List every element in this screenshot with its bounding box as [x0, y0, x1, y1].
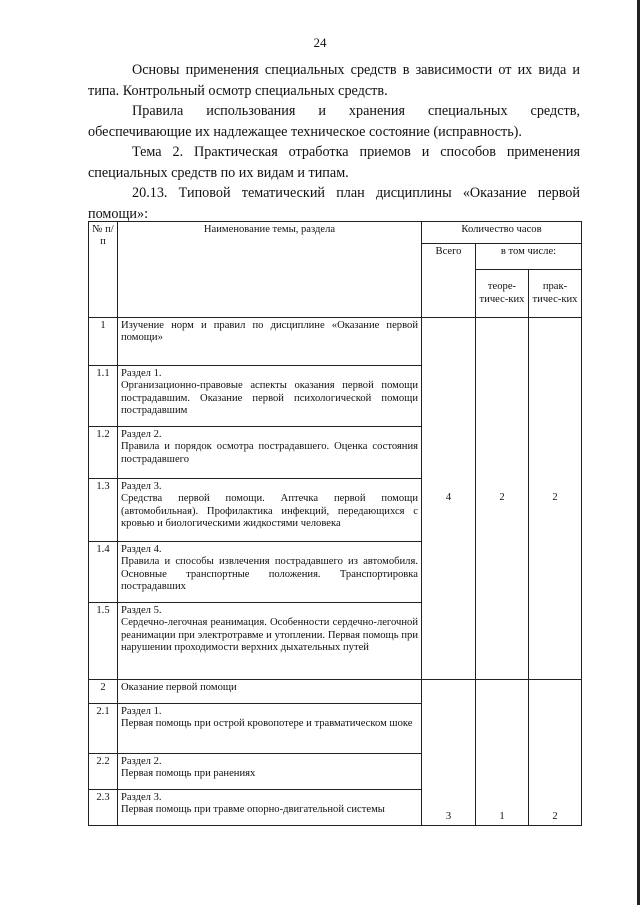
row-text: Первая помощь при острой кровопотере и травматическом шоке — [121, 718, 413, 730]
row-text: Оказание первой помощи — [121, 682, 237, 693]
row-text: Правила и порядок осмотра пострадавшего. Оценка состояния пострадавшего — [121, 441, 418, 465]
group1-total: 4 — [422, 318, 476, 680]
paragraph-4: 20.13. Типовой тематический план дисциплины «Оказание первой помощи»: — [88, 185, 580, 222]
row-text: Первая помощь при ранениях — [121, 768, 256, 780]
row-num: 2.1 — [89, 704, 118, 754]
row-num: 1.1 — [89, 366, 118, 427]
row-content — [118, 603, 422, 680]
row-content — [118, 366, 422, 427]
row-num: 1.4 — [89, 542, 118, 603]
table-row — [89, 318, 582, 366]
header-including: в том числе: — [476, 244, 582, 270]
row-title: Раздел 2. — [121, 429, 162, 440]
header-practice: прак-тичес-ких — [529, 270, 582, 318]
row-content — [118, 754, 422, 790]
paragraph-2: Правила использования и хранения специальных средств, обеспечивающие их надлежащее техническое состояние (исправность). — [88, 103, 580, 140]
row-content — [118, 790, 422, 826]
body-text — [88, 60, 580, 224]
header-name: Наименование темы, раздела — [118, 222, 422, 318]
row-content — [118, 318, 422, 366]
row-num: 1.2 — [89, 427, 118, 479]
header-theory: теоре-тичес-ких — [476, 270, 529, 318]
row-title: Раздел 5. — [121, 605, 162, 616]
row-title: Раздел 1. — [121, 706, 162, 717]
header-total: Всего — [422, 244, 476, 318]
row-content — [118, 704, 422, 754]
row-text: Организационно-правовые аспекты оказания первой помощи пострадавшим. Оказание первой психологической помощи пострадавшим — [121, 380, 418, 417]
row-title: Раздел 4. — [121, 544, 162, 555]
row-content — [118, 542, 422, 603]
row-text: Изучение норм и правил по дисциплине «Оказание первой помощи» — [121, 320, 418, 344]
row-num: 2.3 — [89, 790, 118, 826]
row-num: 1.5 — [89, 603, 118, 680]
row-content — [118, 427, 422, 479]
row-num: 1 — [89, 318, 118, 366]
paragraph-1: Основы применения специальных средств в зависимости от их вида и типа. Контрольный осмотр специальных средств. — [88, 62, 580, 99]
row-title: Раздел 1. — [121, 368, 162, 379]
row-text: Первая помощь при травме опорно-двигательной системы — [121, 804, 385, 816]
row-num: 2.2 — [89, 754, 118, 790]
row-title: Раздел 2. — [121, 756, 162, 767]
group1-theory: 2 — [476, 318, 529, 680]
paragraph-3: Тема 2. Практическая отработка приемов и способов применения специальных средств по их видам и типам. — [88, 144, 580, 181]
row-title: Раздел 3. — [121, 481, 162, 492]
row-text: Сердечно-легочная реанимация. Особенности сердечно-легочной реанимации при электротравме и утоплении. Первая помощь при нарушении проходимости верхних дыхательных путей — [121, 617, 418, 654]
page-number: 24 — [313, 35, 327, 50]
group2-theory: 1 — [476, 680, 529, 826]
row-text: Средства первой помощи. Аптечка первой помощи (автомобильная). Профилактика инфекций, передающихся с кровью и биологическими жидкостями человека — [121, 493, 418, 530]
row-title: Раздел 3. — [121, 792, 162, 803]
header-hours: Количество часов — [422, 222, 582, 244]
table-row — [89, 680, 582, 704]
thematic-plan-table — [88, 221, 582, 826]
header-num: № п/п — [89, 222, 118, 318]
row-num: 2 — [89, 680, 118, 704]
group2-total: 3 — [422, 680, 476, 826]
row-content — [118, 479, 422, 542]
row-num: 1.3 — [89, 479, 118, 542]
row-content — [118, 680, 422, 704]
row-text: Правила и способы извлечения пострадавшего из автомобиля. Основные транспортные положения. Транспортировка пострадавших — [121, 556, 418, 593]
group1-practice: 2 — [529, 318, 582, 680]
group2-practice: 2 — [529, 680, 582, 826]
